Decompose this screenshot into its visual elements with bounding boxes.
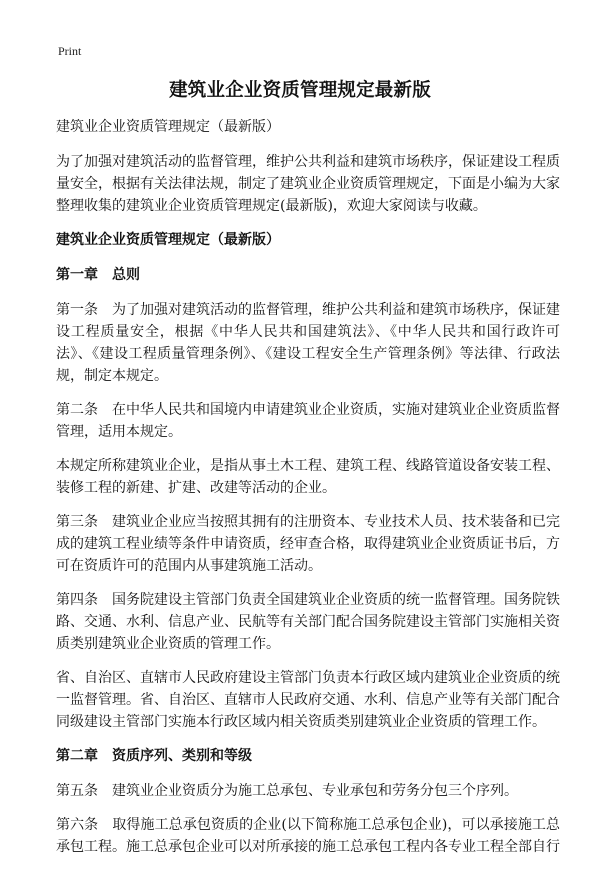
article-5: 第五条 建筑业企业资质分为施工总承包、专业承包和劳务分包三个序列。 — [56, 783, 518, 799]
chapter-2-number: 第二章 — [56, 748, 98, 764]
article-3: 第三条 建筑业企业应当按照其拥有的注册资本、专业技术人员、技术装备和已完成的建筑工程业绩等条件申请资质，经审查合格，取得建筑业企业资质证书后，方可在资质许可的范围内从事建筑施工活动。 — [56, 514, 560, 574]
article-1: 第一条 为了加强对建筑活动的监督管理，维护公共利益和建筑市场秩序，保证建设工程质量安全，根据《中华人民共和国建筑法》、《中华人民共和国行政许可法》、《建设工程质量管理条例》、《建设工程安全生产管理条例》等法律、行政法规，制定本规定。 — [56, 302, 560, 384]
document-body — [56, 116, 560, 870]
chapter-1-heading — [56, 264, 560, 286]
chapter-2-heading — [56, 745, 560, 767]
chapter-2-name: 资质序列、类别和等级 — [112, 748, 252, 764]
print-link[interactable]: Print — [58, 44, 82, 58]
article-6: 第六条 取得施工总承包资质的企业(以下简称施工总承包企业)，可以承接施工总承包工程。施工总承包企业可以对所承接的施工总承包工程内各专业工程全部自行 — [56, 817, 560, 855]
article-4: 第四条 国务院建设主管部门负责全国建筑业企业资质的统一监督管理。国务院铁路、交通、水利、信息产业、民航等有关部门配合国务院建设主管部门实施相关资质类别建筑业企业资质的管理工作。 — [56, 592, 560, 652]
section-heading: 建筑业企业资质管理规定（最新版） — [56, 232, 280, 248]
chapter-1-number: 第一章 — [56, 267, 98, 283]
chapter-1-name: 总则 — [112, 267, 140, 283]
document-title: 建筑业企业资质管理规定最新版 — [169, 80, 431, 101]
intro-paragraph: 为了加强对建筑活动的监督管理，维护公共利益和建筑市场秩序，保证建设工程质量安全，根据有关法律法规，制定了建筑业企业资质管理规定，下面是小编为大家整理收集的建筑业企业资质管理规定(最新版)，欢迎大家阅读与收藏。 — [56, 154, 560, 214]
article-2: 第二条 在中华人民共和国境内申请建筑业企业资质，实施对建筑业企业资质监督管理，适用本规定。 — [56, 402, 560, 440]
article-4-note: 省、自治区、直辖市人民政府建设主管部门负责本行政区域内建筑业企业资质的统一监督管理。省、自治区、直辖市人民政府交通、水利、信息产业等有关部门配合同级建设主管部门实施本行政区域内相关资质类别建筑业企业资质的管理工作。 — [56, 670, 560, 730]
article-2-note: 本规定所称建筑业企业，是指从事土木工程、建筑工程、线路管道设备安装工程、装修工程的新建、扩建、改建等活动的企业。 — [56, 458, 560, 496]
document-subtitle: 建筑业企业资质管理规定（最新版） — [56, 119, 280, 135]
